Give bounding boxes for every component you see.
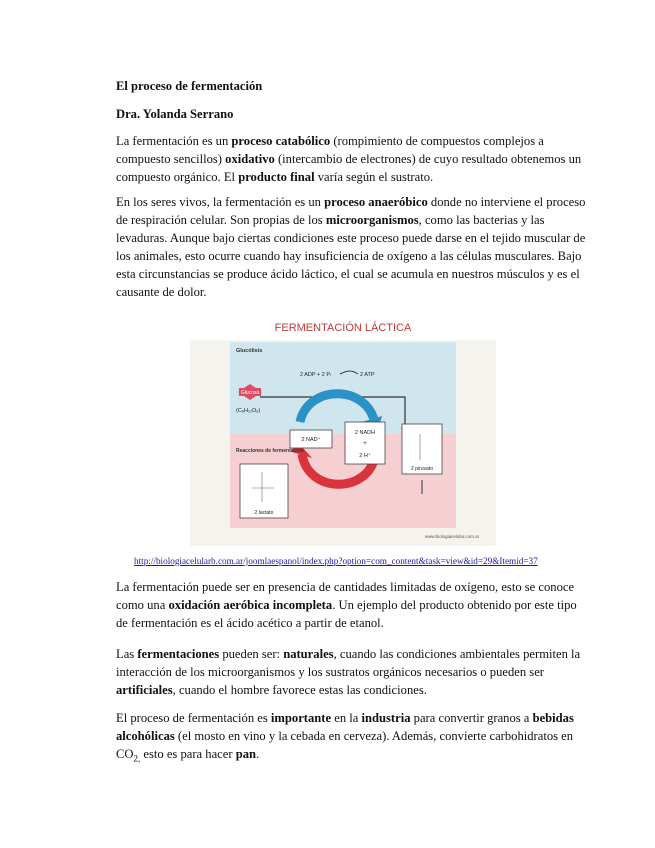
glycolysis-zone [230, 342, 456, 434]
paragraph-2: En los seres vivos, la fermentación es un proceso anaeróbico donde no interviene el proceso de respiración celular. Son propias de los microorganismos, como las bacterias y las levaduras. Aunque bajo ciertas condiciones este proceso puede darse en el tejido muscular de los animales, esto ocurre cuando hay insuficiencia de oxígeno a las células musculares. Bajo esta circunstancias se produce ácido láctico, el cual se acumula en nuestros músculos y es el causante de dolor. [116, 195, 586, 299]
nadh-label: 2 NADH [354, 430, 376, 436]
paragraph-4: Las fermentaciones pueden ser: naturales, cuando las condiciones ambientales permiten la interacción de los microorganismos y los sustratos orgánicos necesarios o pueden ser artificiales, cuando el hombre favorece estas las condiciones. [116, 647, 581, 697]
reactions-label: Reacciones de fermentación [236, 448, 304, 454]
h-label: 2 H⁺ [359, 453, 371, 459]
paragraph-5: El proceso de fermentación es importante en la industria para convertir granos a bebidas alcohólicas (el mosto en vino y la cebada en cerveza). Además, convierte carbohidratos en $CO_{2,}$ esto es para hacer pan. [116, 711, 574, 764]
plus-sign: + [363, 441, 367, 447]
pyruvate-label: 2 piruvato [411, 466, 433, 472]
glycolysis-label: Glucólisis [236, 348, 263, 354]
document-author: Dra. Yolanda Serrano [116, 107, 234, 121]
nad-label: 2 NAD⁺ [301, 437, 321, 443]
document-title: El proceso de fermentación [116, 79, 263, 93]
glucose-formula: (C₆H₁₂O₆) [236, 408, 261, 414]
atp-label: 2 ATP [360, 372, 375, 378]
glucose-label: Glucosa [240, 390, 260, 396]
paragraph-3: La fermentación puede ser en presencia de cantidades limitadas de oxígeno, esto se conoce como una oxidación aeróbica incompleta. Un ejemplo del producto obtenido por este tipo de fermentación es el ácido acético a partir de etanol. [116, 580, 577, 630]
figure-source-link[interactable]: http://biologiacelularb.com.ar/joomlaespanol/index.php?option=com_content&task=view&id=29&Itemid=37 [134, 556, 538, 566]
paragraph-1: La fermentación es un proceso catabólico (rompimiento de compuestos complejos a compuesto sencillos) oxidativo (intercambio de electrones) de cuyo resultado obtenemos un compuesto orgánico. El producto final varía según el sustrato. [116, 134, 582, 184]
diagram-title: FERMENTACIÓN LÁCTICA [274, 322, 412, 334]
fermentation-diagram [190, 312, 496, 546]
adp-label: 2 ADP + 2 Pᵢ [300, 372, 331, 378]
lactate-label: 2 lactato [254, 510, 274, 516]
diagram-source: www.biologiacelular.com.ar [424, 534, 480, 539]
